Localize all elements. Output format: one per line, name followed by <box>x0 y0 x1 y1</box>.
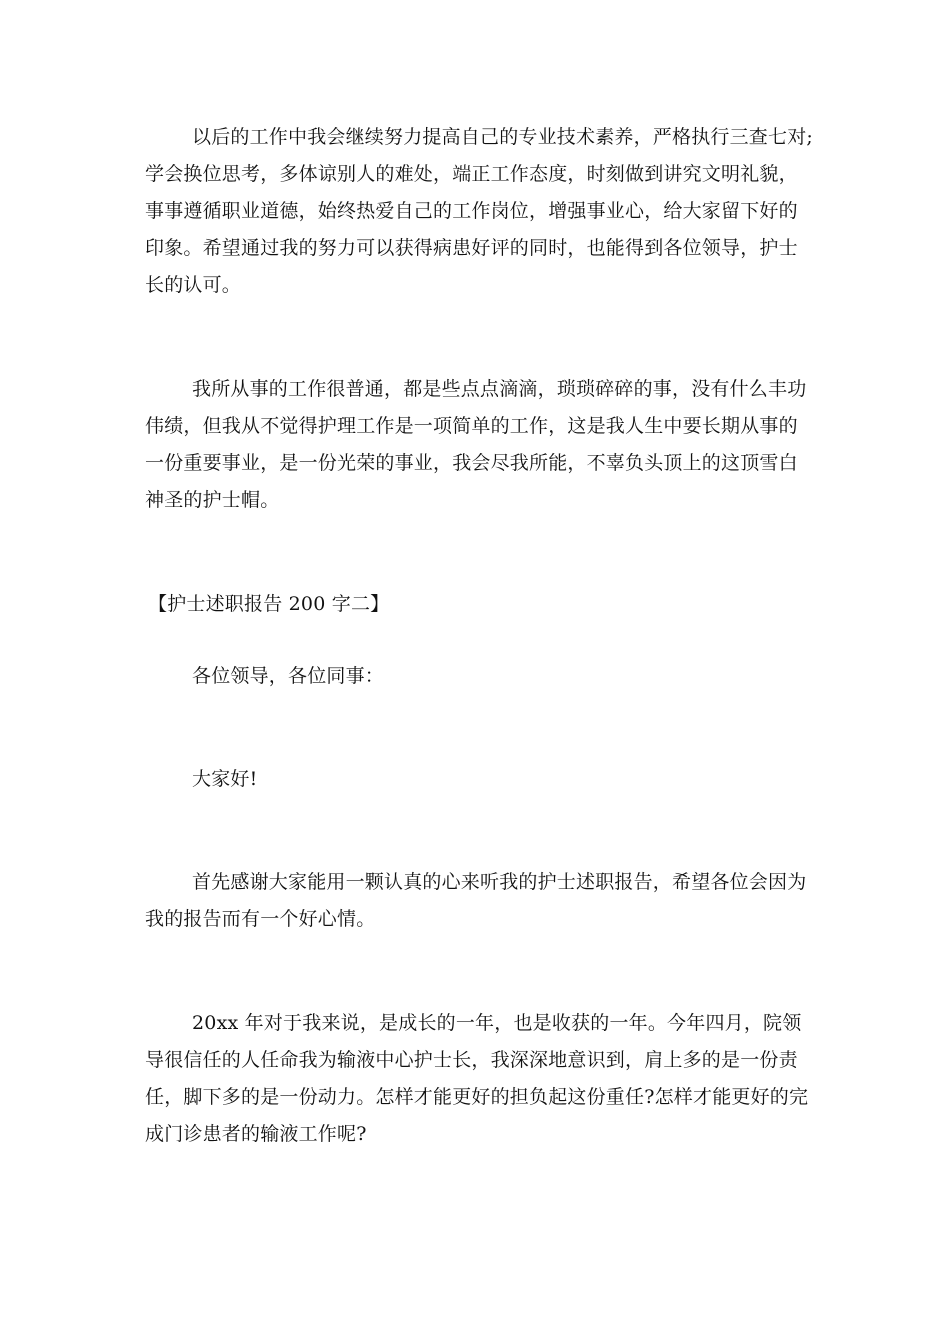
text-line: 我的报告而有一个好心情。 <box>145 908 376 930</box>
text-line: 我所从事的工作很普通，都是些点点滴滴，琐琐碎碎的事，没有什么丰功 <box>192 378 807 400</box>
text-line: 印象。希望通过我的努力可以获得病患好评的同时，也能得到各位领导，护士 <box>145 237 798 259</box>
section-heading: 【护士述职报告 200 字二】 <box>148 593 390 615</box>
text-line: 学会换位思考，多体谅别人的难处，端正工作态度，时刻做到讲究文明礼貌， <box>145 163 798 185</box>
text-line: 20xx 年对于我来说，是成长的一年，也是收获的一年。今年四月，院领 <box>192 1012 802 1034</box>
text-line: 首先感谢大家能用一颗认真的心来听我的护士述职报告，希望各位会因为 <box>192 871 807 893</box>
text-line: 神圣的护士帽。 <box>145 489 280 511</box>
text-line: 成门诊患者的输液工作呢? <box>145 1123 367 1145</box>
text-line: 以后的工作中我会继续努力提高自己的专业技术素养，严格执行三查七对; <box>192 126 814 148</box>
greeting: 大家好! <box>192 768 258 790</box>
text-line: 事事遵循职业道德，始终热爱自己的工作岗位，增强事业心，给大家留下好的 <box>145 200 798 222</box>
text-line: 导很信任的人任命我为输液中心护士长，我深深地意识到，肩上多的是一份责 <box>145 1049 798 1071</box>
text-line: 长的认可。 <box>145 274 242 296</box>
salutation: 各位领导，各位同事： <box>192 665 385 687</box>
text-line: 一份重要事业，是一份光荣的事业，我会尽我所能，不辜负头顶上的这顶雪白 <box>145 452 798 474</box>
text-line: 任，脚下多的是一份动力。怎样才能更好的担负起这份重任?怎样才能更好的完 <box>145 1086 809 1108</box>
text-line: 伟绩，但我从不觉得护理工作是一项简单的工作，这是我人生中要长期从事的 <box>145 415 798 437</box>
